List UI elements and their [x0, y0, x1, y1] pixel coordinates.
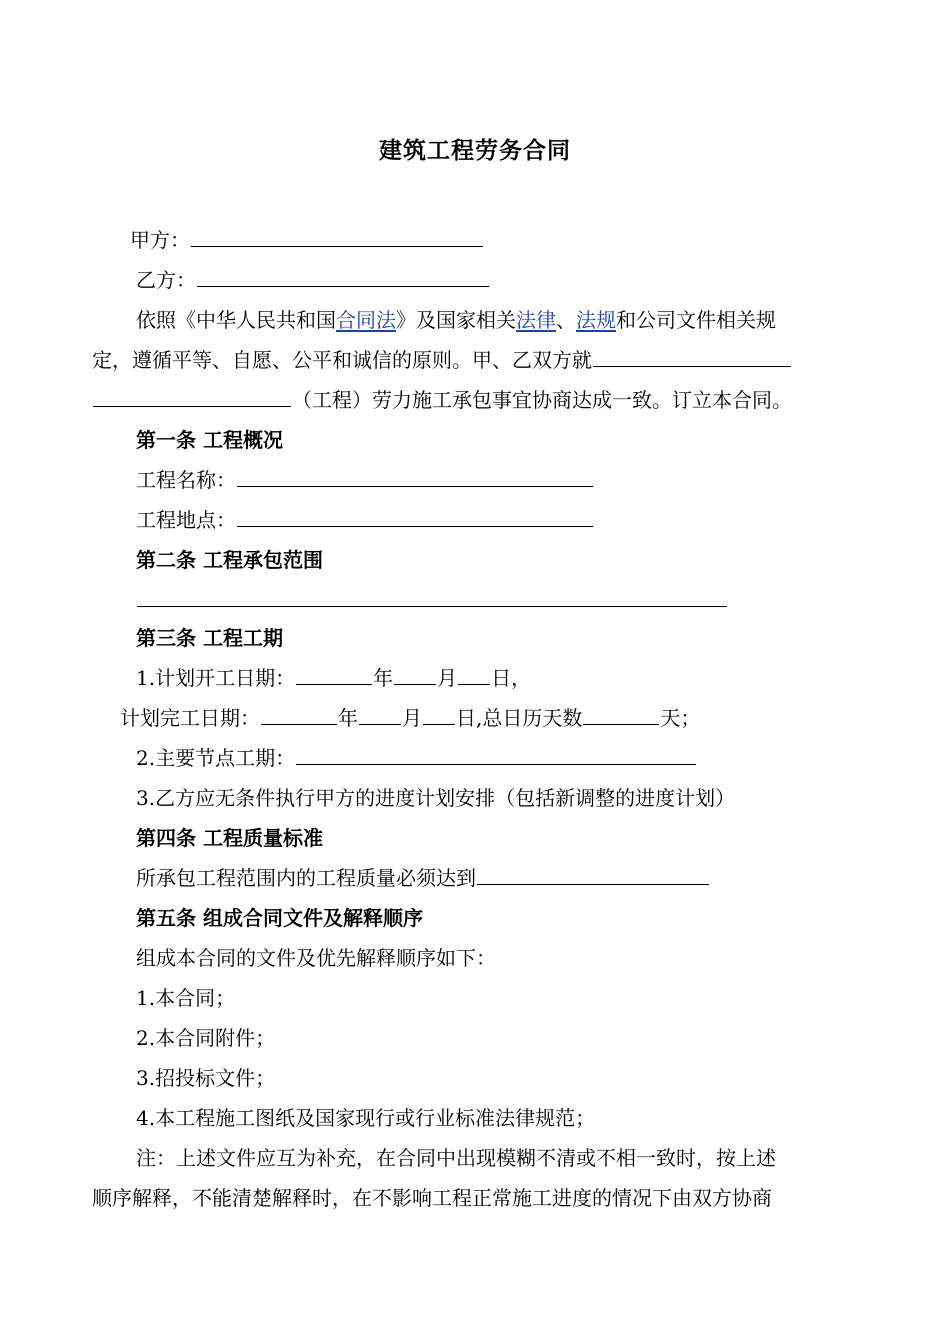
note-line-2: 顺序解释，不能清楚解释时，在不影响工程正常施工进度的情况下由双方协商: [92, 1186, 772, 1210]
project-name-field[interactable]: [237, 466, 593, 487]
list-item: 2.本合同附件；: [136, 1026, 276, 1050]
intro-line-3: [92, 386, 792, 414]
regulation-link[interactable]: 法规: [576, 308, 616, 332]
article-1-heading: 第一条 工程概况: [136, 428, 283, 452]
start-date-label: 1.计划开工日期：: [136, 666, 296, 690]
article-4-heading: 第四条 工程质量标准: [136, 826, 323, 850]
intro-text-5: （工程）劳力施工承包事宜协商达成一致。订立本合同。: [292, 388, 792, 412]
article-3-heading: 第三条 工程工期: [136, 626, 283, 650]
party-b-line: [136, 266, 490, 294]
intro-separator: 、: [556, 308, 576, 332]
intro-text-4: 定，遵循平等、自愿、公平和诚信的原则。甲、乙双方就: [92, 348, 592, 372]
quality-line: [136, 864, 710, 892]
start-day-field[interactable]: [458, 664, 490, 685]
milestone-label: 2.主要节点工期：: [136, 746, 296, 770]
intro-text-2: 》及国家相关: [396, 308, 516, 332]
scope-line: [136, 586, 728, 614]
end-date-label: 计划完工日期：: [120, 706, 260, 730]
schedule-line: 3.乙方应无条件执行甲方的进度计划安排（包括新调整的进度计划）: [136, 786, 736, 810]
milestone-field[interactable]: [296, 744, 696, 765]
total-days-field[interactable]: [583, 704, 659, 725]
project-location-label: 工程地点：: [136, 508, 236, 532]
party-a-line: [130, 226, 484, 254]
party-b-blank[interactable]: [197, 266, 489, 287]
end-year-field[interactable]: [261, 704, 337, 725]
party-a-label: 甲方：: [130, 228, 190, 252]
project-name-blank-2[interactable]: [93, 386, 291, 407]
intro-line-1: [136, 306, 776, 334]
project-location-line: [136, 506, 594, 534]
quality-field[interactable]: [477, 864, 709, 885]
list-item: 3.招投标文件；: [136, 1066, 276, 1090]
project-location-field[interactable]: [237, 506, 593, 527]
end-day-field[interactable]: [423, 704, 455, 725]
year-label: 年: [338, 706, 358, 730]
party-b-label: 乙方：: [136, 268, 196, 292]
milestone-line: [136, 744, 697, 772]
list-item: 4.本工程施工图纸及国家现行或行业标准法律规范；: [136, 1106, 596, 1130]
year-label: 年: [373, 666, 394, 690]
note-line-1: 注：上述文件应互为补充，在合同中出现模糊不清或不相一致时，按上述: [136, 1146, 776, 1170]
intro-text-1: 依照《中华人民共和国: [136, 308, 336, 332]
total-days-label: 日,总日历天数: [456, 706, 583, 730]
scope-field[interactable]: [137, 586, 727, 607]
days-unit-label: 天；: [660, 706, 701, 730]
quality-text: 所承包工程范围内的工程质量必须达到: [136, 866, 476, 890]
law-link[interactable]: 法律: [516, 308, 556, 332]
month-label: 月: [437, 666, 458, 690]
documents-intro: 组成本合同的文件及优先解释顺序如下：: [136, 946, 496, 970]
project-name-line: [136, 466, 594, 494]
end-date-line: [120, 704, 700, 732]
list-item: 1.本合同；: [136, 986, 236, 1010]
start-date-line: [136, 664, 531, 692]
intro-text-3: 和公司文件相关规: [616, 308, 776, 332]
intro-line-2: [92, 346, 792, 374]
party-a-blank[interactable]: [191, 226, 483, 247]
end-month-field[interactable]: [359, 704, 401, 725]
month-label: 月: [402, 706, 422, 730]
document-title: 建筑工程劳务合同: [379, 138, 571, 164]
project-name-blank-1[interactable]: [593, 346, 791, 367]
start-month-field[interactable]: [394, 664, 436, 685]
day-label: 日，: [491, 666, 532, 690]
article-5-heading: 第五条 组成合同文件及解释顺序: [136, 906, 423, 930]
project-name-label: 工程名称：: [136, 468, 236, 492]
article-2-heading: 第二条 工程承包范围: [136, 548, 323, 572]
contract-law-link[interactable]: 合同法: [336, 308, 396, 332]
start-year-field[interactable]: [296, 664, 372, 685]
